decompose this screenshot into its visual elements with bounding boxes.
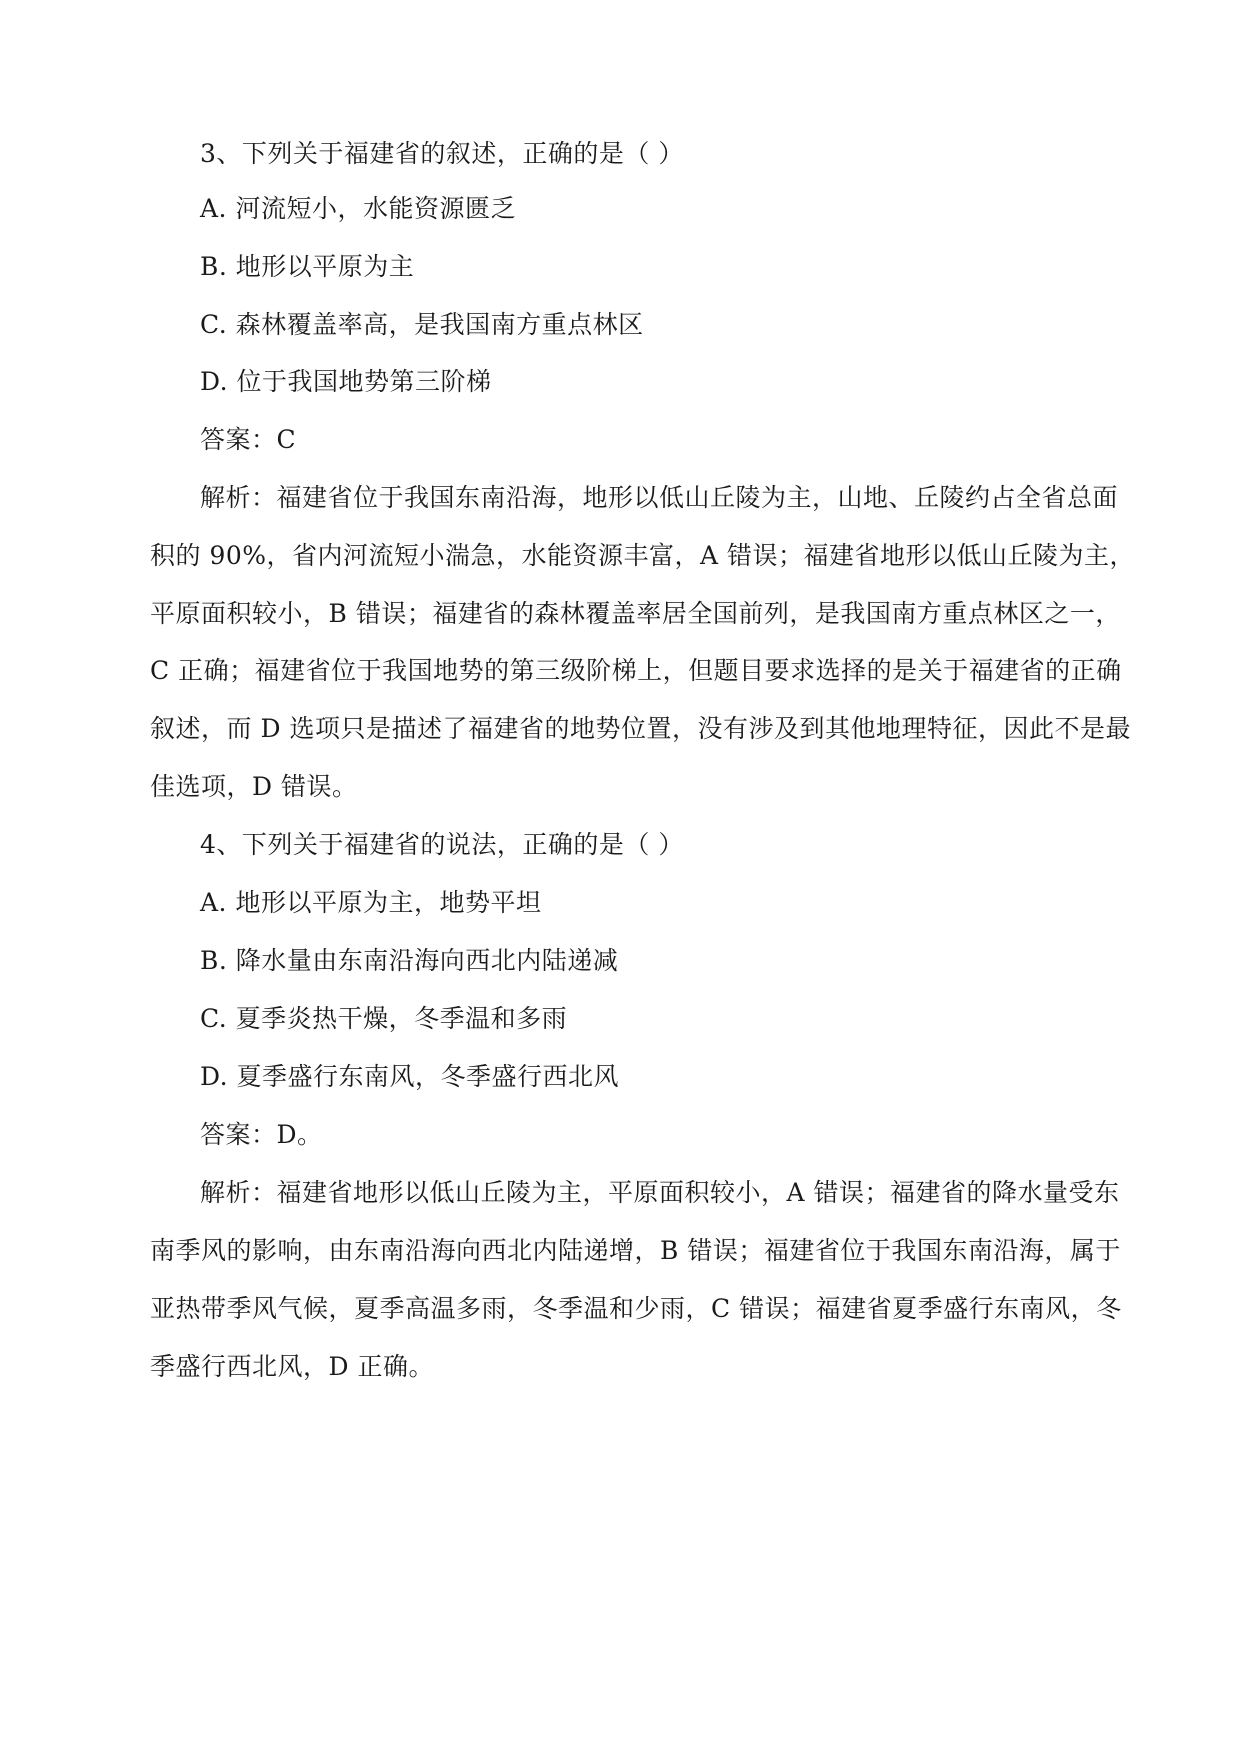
question-3-analysis-line: 佳选项，D 错误。 xyxy=(150,772,358,801)
question-3-stem: 3、下列关于福建省的叙述，正确的是（ ） xyxy=(200,139,684,168)
question-3-analysis-line: 平原面积较小，B 错误；福建省的森林覆盖率居全国前列，是我国南方重点林区之一， xyxy=(150,599,1121,628)
question-4-analysis-line: 亚热带季风气候，夏季高温多雨，冬季温和少雨，C 错误；福建省夏季盛行东南风，冬 xyxy=(150,1294,1122,1323)
question-3-analysis-line: 积的 90%，省内河流短小湍急，水能资源丰富，A 错误；福建省地形以低山丘陵为主， xyxy=(150,541,1136,570)
question-3-option-b: B. 地形以平原为主 xyxy=(200,252,415,281)
question-4-analysis-line: 解析：福建省地形以低山丘陵为主，平原面积较小，A 错误；福建省的降水量受东 xyxy=(200,1178,1120,1207)
question-4-analysis-line: 季盛行西北风，D 正确。 xyxy=(150,1352,434,1381)
question-3-analysis-line: 叙述，而 D 选项只是描述了福建省的地势位置，没有涉及到其他地理特征，因此不是最 xyxy=(150,714,1131,743)
question-4-stem: 4、下列关于福建省的说法，正确的是（ ） xyxy=(200,830,684,859)
question-4-option-a: A. 地形以平原为主，地势平坦 xyxy=(200,888,542,917)
question-3-option-a: A. 河流短小，水能资源匮乏 xyxy=(200,194,516,223)
question-4-answer: 答案：D。 xyxy=(200,1120,323,1149)
question-3-analysis-line: C 正确；福建省位于我国地势的第三级阶梯上，但题目要求选择的是关于福建省的正确 xyxy=(150,656,1122,685)
question-3-option-d: D. 位于我国地势第三阶梯 xyxy=(200,367,492,396)
question-4-option-b: B. 降水量由东南沿海向西北内陆递减 xyxy=(200,946,619,975)
question-3-option-c: C. 森林覆盖率高，是我国南方重点林区 xyxy=(200,310,644,339)
question-3-answer: 答案：C xyxy=(200,425,297,454)
question-3-analysis-line: 解析：福建省位于我国东南沿海，地形以低山丘陵为主，山地、丘陵约占全省总面 xyxy=(200,483,1119,512)
question-4-analysis-line: 南季风的影响，由东南沿海向西北内陆递增，B 错误；福建省位于我国东南沿海，属于 xyxy=(150,1236,1121,1265)
question-4-option-c: C. 夏季炎热干燥，冬季温和多雨 xyxy=(200,1004,568,1033)
question-4-option-d: D. 夏季盛行东南风，冬季盛行西北风 xyxy=(200,1062,620,1091)
